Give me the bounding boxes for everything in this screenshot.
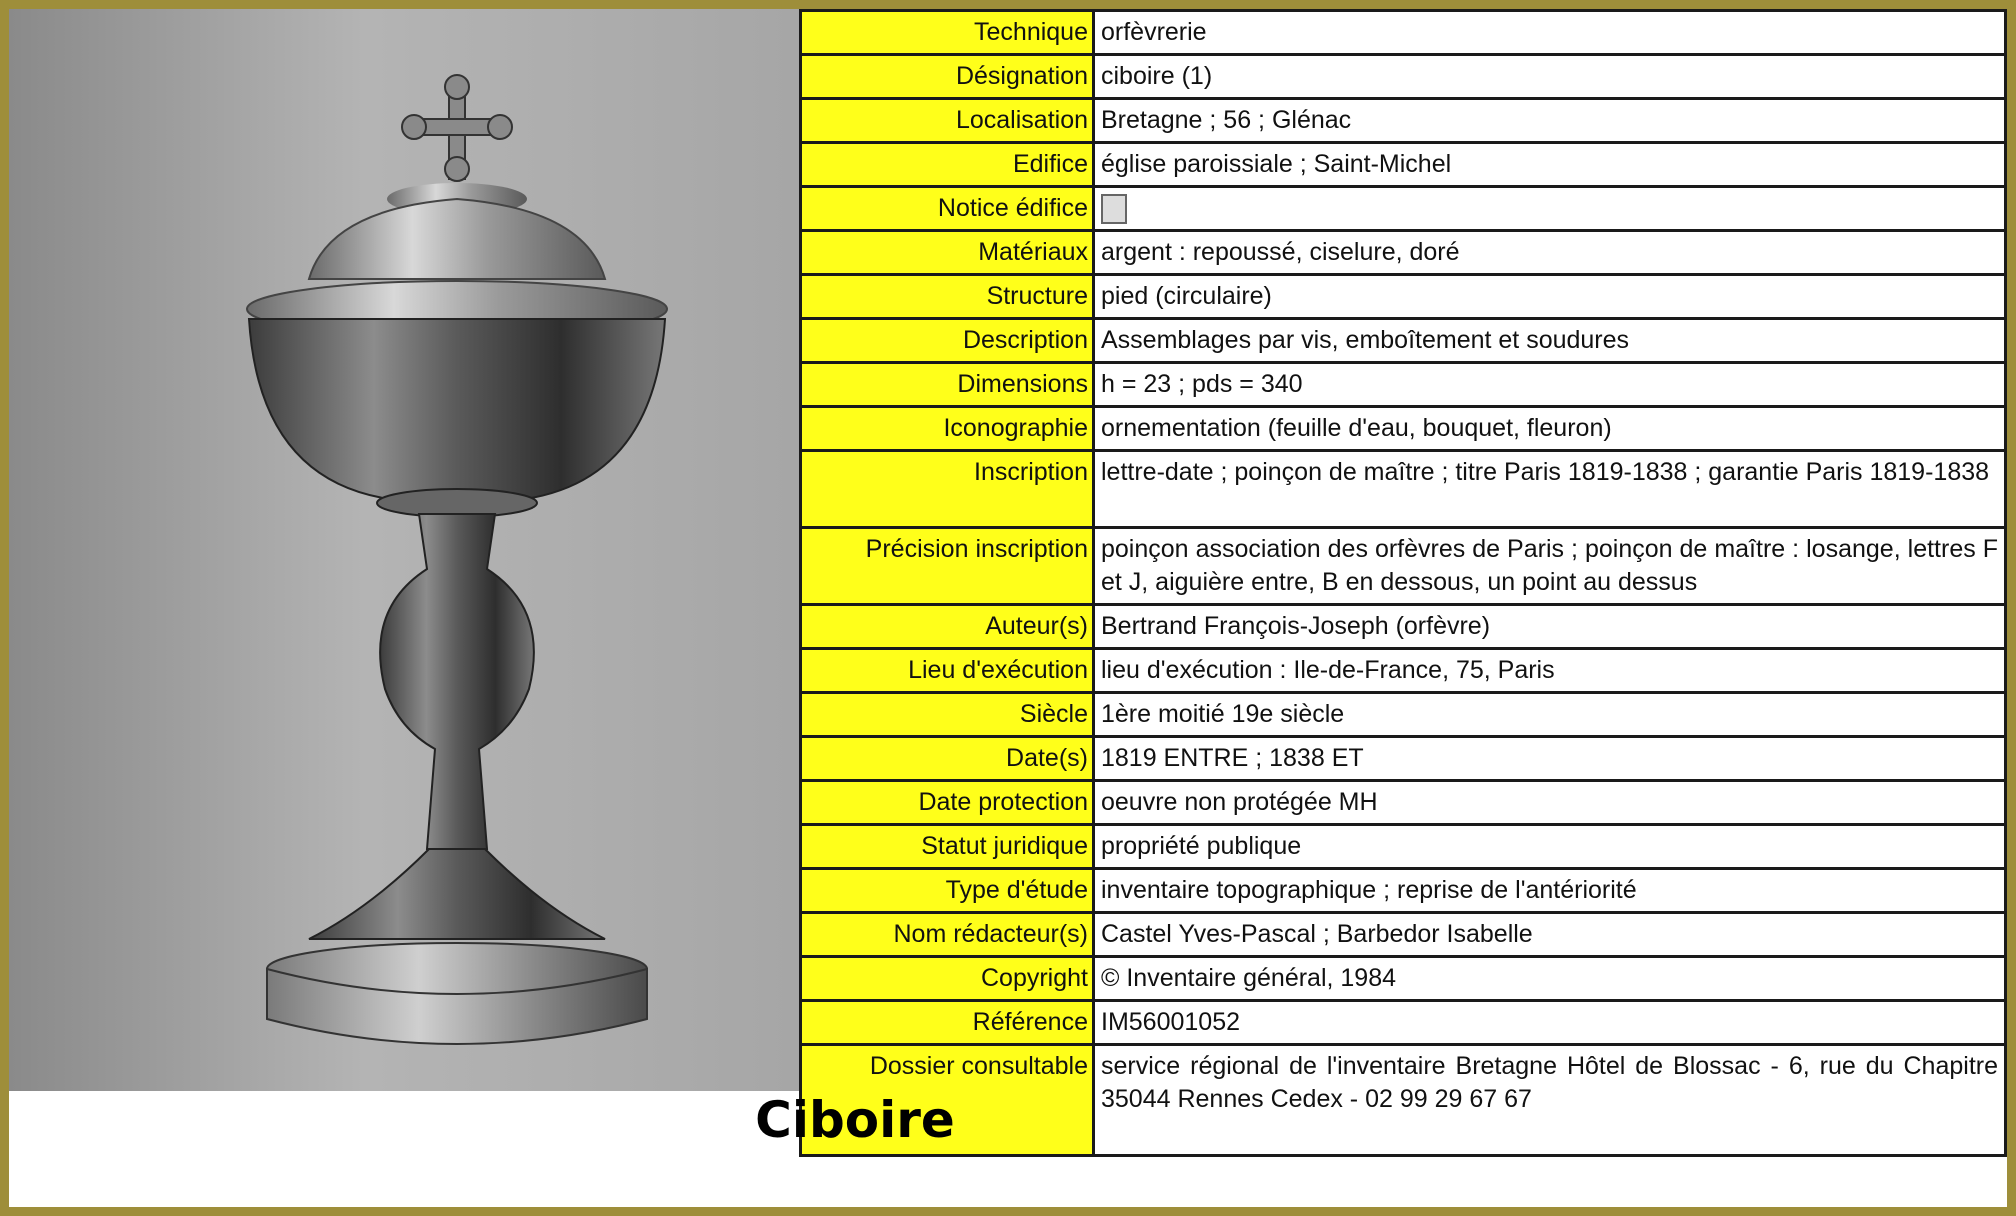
field-value: Assemblages par vis, emboîtement et soudures: [1094, 319, 2006, 363]
field-value: pied (circulaire): [1094, 275, 2006, 319]
table-row: [801, 957, 2006, 1001]
field-value: propriété publique: [1094, 825, 2006, 869]
field-value: Bretagne ; 56 ; Glénac: [1094, 99, 2006, 143]
field-label: Notice édifice: [801, 187, 1094, 231]
field-value: 1819 ENTRE ; 1838 ET: [1094, 737, 2006, 781]
field-label: Lieu d'exécution: [801, 649, 1094, 693]
table-row: [801, 781, 2006, 825]
field-value: © Inventaire général, 1984: [1094, 957, 2006, 1001]
field-value: 1ère moitié 19e siècle: [1094, 693, 2006, 737]
table-row: [801, 231, 2006, 275]
table-row: [801, 11, 2006, 55]
table-row: [801, 187, 2006, 231]
table-row: [801, 275, 2006, 319]
field-value: [1094, 187, 2006, 231]
image-caption: Ciboire: [755, 1091, 955, 1149]
field-value: oeuvre non protégée MH: [1094, 781, 2006, 825]
field-value: inventaire topographique ; reprise de l'antériorité: [1094, 869, 2006, 913]
field-label: Type d'étude: [801, 869, 1094, 913]
inventory-record-table: [799, 9, 2007, 1157]
field-value: IM56001052: [1094, 1001, 2006, 1045]
table-row: [801, 451, 2006, 528]
table-row: [801, 407, 2006, 451]
table-row: [801, 99, 2006, 143]
field-label: Auteur(s): [801, 605, 1094, 649]
table-row: [801, 869, 2006, 913]
notice-link-icon[interactable]: [1101, 194, 1127, 224]
field-label: Dossier consultable: [801, 1045, 1094, 1156]
field-label: Description: [801, 319, 1094, 363]
field-value: lettre-date ; poinçon de maître ; titre Paris 1819-1838 ; garantie Paris 1819-1838: [1094, 451, 2006, 528]
table-row: [801, 913, 2006, 957]
field-label: Nom rédacteur(s): [801, 913, 1094, 957]
field-label: Copyright: [801, 957, 1094, 1001]
ciboire-image: [9, 9, 799, 1091]
field-value: service régional de l'inventaire Bretagne Hôtel de Blossac - 6, rue du Chapitre 35044 Rennes Cedex - 02 99 29 67 67: [1094, 1045, 2006, 1156]
field-label: Edifice: [801, 143, 1094, 187]
table-row: [801, 143, 2006, 187]
field-value: lieu d'exécution : Ile-de-France, 75, Paris: [1094, 649, 2006, 693]
field-label: Structure: [801, 275, 1094, 319]
field-label: Technique: [801, 11, 1094, 55]
field-value: ornementation (feuille d'eau, bouquet, fleuron): [1094, 407, 2006, 451]
field-label: Matériaux: [801, 231, 1094, 275]
table-row: [801, 363, 2006, 407]
field-label: Siècle: [801, 693, 1094, 737]
field-label: Dimensions: [801, 363, 1094, 407]
table-row: [801, 55, 2006, 99]
table-row: [801, 528, 2006, 605]
field-label: Date protection: [801, 781, 1094, 825]
field-value: argent : repoussé, ciselure, doré: [1094, 231, 2006, 275]
table-row: [801, 605, 2006, 649]
table-row: [801, 737, 2006, 781]
field-value: orfèvrerie: [1094, 11, 2006, 55]
field-value: Castel Yves-Pascal ; Barbedor Isabelle: [1094, 913, 2006, 957]
field-value: poinçon association des orfèvres de Paris ; poinçon de maître : losange, lettres F et J, aiguière entre, B en dessous, un point au dessus: [1094, 528, 2006, 605]
field-label: Désignation: [801, 55, 1094, 99]
field-label: Localisation: [801, 99, 1094, 143]
field-label: Précision inscription: [801, 528, 1094, 605]
field-value: h = 23 ; pds = 340: [1094, 363, 2006, 407]
field-value: ciboire (1): [1094, 55, 2006, 99]
table-row: [801, 319, 2006, 363]
field-label: Iconographie: [801, 407, 1094, 451]
field-value: église paroissiale ; Saint-Michel: [1094, 143, 2006, 187]
field-label: Date(s): [801, 737, 1094, 781]
table-row: [801, 693, 2006, 737]
table-row: [801, 649, 2006, 693]
field-label: Référence: [801, 1001, 1094, 1045]
table-row: [801, 1001, 2006, 1045]
ciboire-photo: [9, 9, 799, 1091]
field-value: Bertrand François-Joseph (orfèvre): [1094, 605, 2006, 649]
inventory-record-panel: [799, 9, 2007, 1113]
table-row: [801, 825, 2006, 869]
field-label: Statut juridique: [801, 825, 1094, 869]
field-label: Inscription: [801, 451, 1094, 528]
